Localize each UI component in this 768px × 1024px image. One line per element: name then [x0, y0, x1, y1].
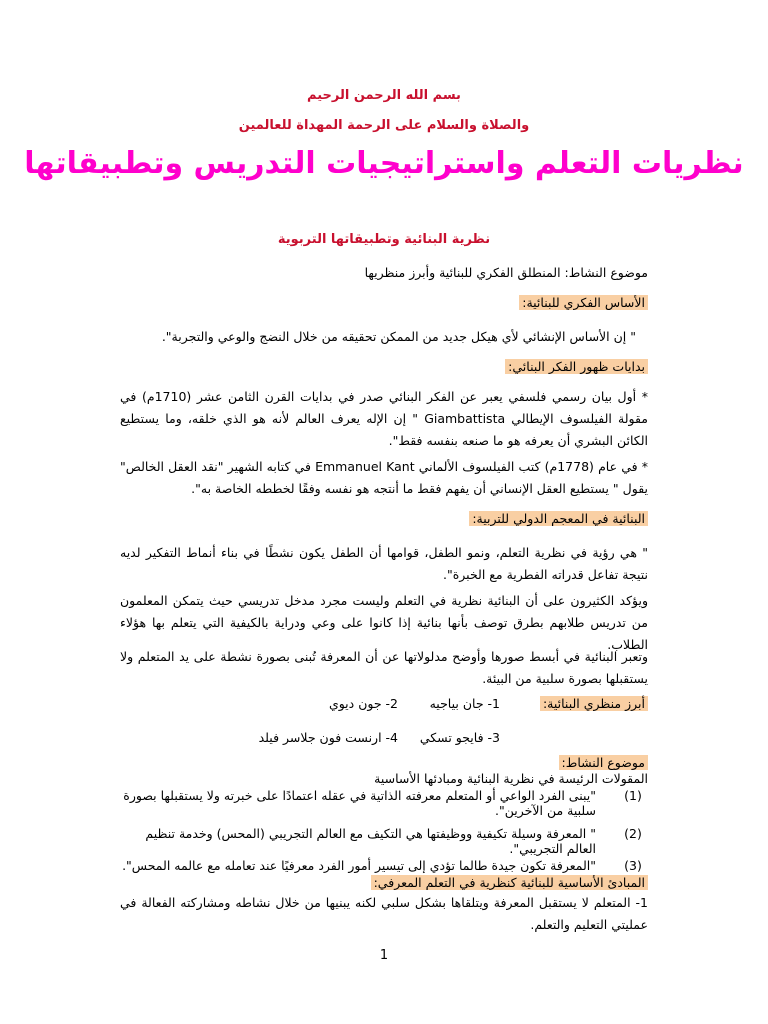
document-subtitle: نظرية البنائية وتطبيقاتها التربوية [277, 232, 491, 247]
principle-1: 1- المتعلم لا يستقبل المعرفة ويتلقاها بشكل سلبي لكنه يبنيها من خلال نشاطه ومشاركته الفعالة في عمليتي التعليم والتعلم. [120, 895, 648, 932]
document-title: نظريات التعلم واستراتيجيات التدريس وتطبيقاتها [24, 146, 744, 181]
theorist-1: 1- جان بياجيه [429, 696, 500, 711]
list-item-number: (1) [624, 788, 642, 803]
theorist-4: 4- ارنست فون جلاسر فيلد [258, 730, 398, 745]
heading-highlight: بدايات ظهور الفكر البنائي: [505, 359, 648, 374]
basmala: بسم الله الرحمن الرحيم [307, 88, 461, 103]
intellectual-basis-quote: " إن الأساس الإنشائي لأي هيكل جديد من الممكن تحقيقه من خلال النضج والوعي والتجربة". [161, 329, 636, 344]
list-item-text: "المعرفة تكون جيدة طالما تؤدي إلى تيسير أمور الفرد معرفيًا عند تعامله مع عالمه المحس". [122, 858, 596, 873]
heading-highlight: أبرز منظري البنائية: [540, 696, 648, 711]
salawat-line: والصلاة والسلام على الرحمة المهداة للعالمين [238, 118, 530, 133]
theorist-3: 3- فايجو تسكي [419, 730, 500, 745]
list-item-number: (2) [624, 826, 642, 841]
activity-topic-1: موضوع النشاط: المنطلق الفكري للبنائية وأبرز منظريها [364, 265, 648, 280]
list-item-text: "يبنى الفرد الواعي أو المتعلم معرفته الذاتية في عقله اعتمادًا على خبرته ولا يستقبلها بصورة سلبية من الآخرين". [123, 788, 596, 818]
section-heading-theorists [540, 693, 648, 715]
section-heading-beginnings [505, 356, 648, 378]
list-item-number: (3) [624, 858, 642, 873]
heading-highlight: موضوع النشاط: [559, 755, 648, 770]
page-number: 1 [379, 948, 389, 963]
list-item [120, 826, 648, 860]
section-heading-intellectual-basis [519, 292, 648, 314]
beginnings-paragraph-2: * في عام (1778م) كتب الفيلسوف الألماني Emmanuel Kant في كتابه الشهير "نقد العقل الخالص" يقول " يستطيع العقل الإنساني أن يفهم فقط ما أنتجه هو نفسه وفقًا لخططه الخاصة به". [120, 459, 649, 496]
heading-highlight: الأساس الفكري للبنائية: [519, 295, 648, 310]
list-item [120, 788, 648, 822]
heading-highlight: المبادئ الأساسية للبنائية كنظرية في التعلم المعرفي: [371, 875, 648, 890]
dictionary-paragraph-2: ويؤكد الكثيرون على أن البنائية نظرية في التعلم وليست مجرد مدخل تدريسي حيث يتمكن المعلمون من تدريس طلابهم بطرق توصف بأنها بنائية إذا كانوا على وعي ودراية بالكيفية التي يتعلم بها هؤلاء الطلاب. [120, 593, 648, 652]
list-item-text: " المعرفة وسيلة تكيفية ووظيفتها هي التكيف مع العالم التجريبي (المحس) وخدمة تنظيم العالم التجريبي". [145, 826, 596, 856]
heading-highlight: البنائية في المعجم الدولي للتربية: [469, 511, 648, 526]
theorist-2: 2- جون ديوي [328, 696, 398, 711]
activity-topic-2-intro: المقولات الرئيسة في نظرية البنائية ومبادئها الأساسية [374, 771, 648, 786]
section-heading-dictionary [469, 508, 648, 530]
dictionary-paragraph-3: وتعبر البنائية في أبسط صورها وأوضح مدلولاتها عن أن المعرفة تُبنى بصورة نشطة على يد المتعلم ولا يستقبلها بصورة سلبية من البيئة. [120, 649, 648, 686]
dictionary-definition: " هي رؤية في نظرية التعلم، ونمو الطفل، قوامها أن الطفل يكون نشطًا في بناء أنماط التفكير لديه نتيجة تفاعل قدراته الفطرية مع الخبرة". [120, 545, 648, 582]
section-heading-principles [371, 874, 648, 892]
beginnings-paragraph-1: * أول بيان رسمي فلسفي يعبر عن الفكر البنائي صدر في بدايات القرن الثامن عشر (1710م) في مقولة الفيلسوف الإيطالي Giambattista " إن الإله يعرف العالم لأنه هو الذي خلقه، وما يستطيع الكائن البشري أن يعرفه هو ما صنعه بنفسه فقط". [120, 389, 648, 448]
